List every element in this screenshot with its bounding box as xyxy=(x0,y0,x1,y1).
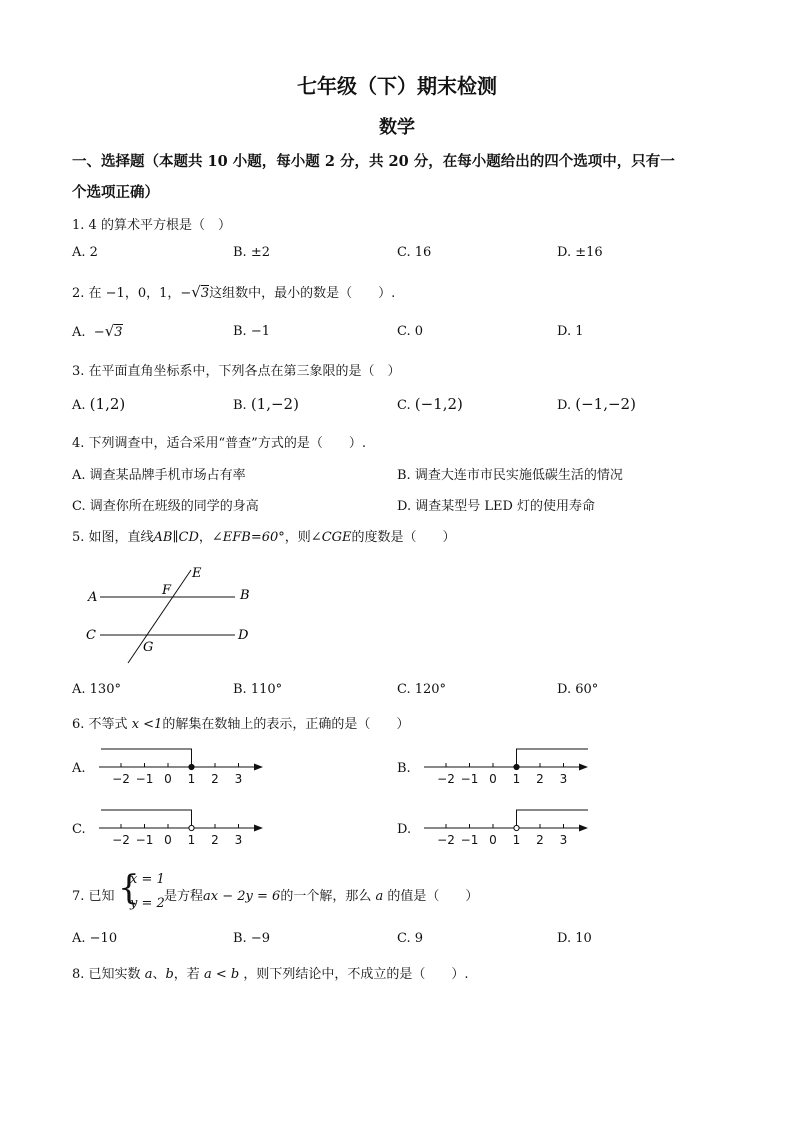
number-line-c xyxy=(95,803,270,847)
question-2-option-a xyxy=(72,322,123,340)
question-8-mid: ，若 xyxy=(173,967,200,982)
question-6-option-a-label: A. xyxy=(72,761,86,776)
question-3-option-b xyxy=(233,395,299,413)
question-6-stem xyxy=(72,713,409,732)
axis-arrow-icon xyxy=(254,825,263,832)
axis-tick-label: −2 xyxy=(437,833,455,847)
question-5-option-a: A. 130° xyxy=(72,682,121,697)
question-8-condition: a < b xyxy=(203,967,240,982)
question-3-option-c xyxy=(397,395,463,413)
solution-bracket xyxy=(101,810,192,828)
question-5-option-c: C. 120° xyxy=(397,682,447,697)
question-7-stem-pre: 7. 已知 xyxy=(72,889,115,904)
question-5-angle-efb: ∠EFB=60° xyxy=(211,530,285,545)
question-8-stem xyxy=(72,963,468,982)
axis-tick-label: 1 xyxy=(187,772,196,786)
question-7-eq1: x = 1 xyxy=(130,872,165,887)
axis-tick-label: 3 xyxy=(559,833,568,847)
axis-tick-label: 1 xyxy=(512,772,521,786)
axis-tick-label: 0 xyxy=(164,833,172,847)
axis-tick-label: 3 xyxy=(234,833,243,847)
question-8-post: ，则下列结论中，不成立的是（ ）. xyxy=(243,967,469,982)
question-3-option-d xyxy=(557,395,636,413)
question-4-option-a: A. 调查某品牌手机市场占有率 xyxy=(72,468,246,483)
label-f: F xyxy=(162,583,172,598)
question-7-stem-post: 的值是（ ） xyxy=(387,889,479,904)
question-2-sqrt-icon: √ xyxy=(191,283,201,301)
question-1-option-d: D. ±16 xyxy=(557,245,603,260)
question-3-option-c-value: (−1,2) xyxy=(414,395,463,413)
axis-arrow-icon xyxy=(579,764,588,771)
question-2-stem xyxy=(72,282,395,301)
question-5-stem xyxy=(72,526,456,545)
label-g: G xyxy=(143,640,154,655)
question-7-option-a: A. −10 xyxy=(72,931,118,946)
question-7-eq2: y = 2 xyxy=(130,896,165,911)
question-8-var-b: b xyxy=(165,967,174,982)
question-8-sep: 、 xyxy=(152,967,166,982)
question-7-variable: a xyxy=(375,889,384,904)
axis-tick-label: 0 xyxy=(489,833,497,847)
question-7-option-d: D. 10 xyxy=(557,931,592,946)
question-6-stem-pre: 6. 不等式 xyxy=(72,717,128,732)
question-2-option-b: B. −1 xyxy=(233,324,270,339)
question-3-stem: 3. 在平面直角坐标系中，下列各点在第三象限的是（ ） xyxy=(72,364,401,379)
question-7-equation: ax − 2y = 6 xyxy=(203,889,281,904)
line-ef xyxy=(128,570,191,663)
axis-tick-label: 1 xyxy=(187,833,196,847)
hollow-dot-icon xyxy=(514,825,519,830)
question-1-option-b: B. ±2 xyxy=(233,245,270,260)
question-5-stem-post: 的度数是（ ） xyxy=(351,530,456,545)
question-6-option-b-label: B. xyxy=(397,761,411,776)
axis-arrow-icon xyxy=(579,825,588,832)
question-5-stem-pre: 5. 如图，直线 xyxy=(72,530,154,545)
axis-tick-label: 0 xyxy=(489,772,497,786)
question-7-stem-mid2: 的一个解，那么 xyxy=(280,889,372,904)
question-2-option-a-minus: − xyxy=(93,325,105,340)
question-6-option-c-label: C. xyxy=(72,822,86,837)
question-3-option-a-value: (1,2) xyxy=(89,395,126,413)
question-1-stem: 1. 4 的算术平方根是（ ） xyxy=(72,218,231,233)
hollow-dot-icon xyxy=(189,825,194,830)
solid-dot-icon xyxy=(189,764,194,769)
number-line-b xyxy=(420,742,595,786)
question-7-stem-mid: 是方程 xyxy=(164,889,204,904)
question-2-option-a-sqrt-icon: √ xyxy=(104,322,115,340)
question-2-option-c: C. 0 xyxy=(397,324,424,339)
axis-tick-label: −1 xyxy=(135,772,154,786)
question-7-stem-rest xyxy=(164,885,478,904)
question-3-option-b-label: B. xyxy=(233,398,247,413)
axis-tick-label: −1 xyxy=(460,772,479,786)
question-2-option-a-label: A. xyxy=(72,325,86,340)
question-3-option-c-label: C. xyxy=(397,398,411,413)
solution-bracket xyxy=(517,810,589,828)
question-6-stem-post: 的解集在数轴上的表示，正确的是（ ） xyxy=(162,717,410,732)
label-e: E xyxy=(192,566,202,581)
label-a: A xyxy=(88,590,98,605)
question-1-option-c: C. 16 xyxy=(397,245,432,260)
question-4-stem: 4. 下列调查中，适合采用“普查”方式的是（ ）. xyxy=(72,436,366,451)
system-brace-icon: { xyxy=(118,868,140,908)
question-8-stem-pre: 8. 已知实数 xyxy=(72,967,141,982)
label-c: C xyxy=(86,628,96,643)
axis-tick-label: −2 xyxy=(112,833,130,847)
solution-bracket xyxy=(101,749,192,767)
question-7-option-b: B. −9 xyxy=(233,931,270,946)
question-5-option-d: D. 60° xyxy=(557,682,599,697)
section-heading-line1: 一、选择题（本题共 10 小题，每小题 2 分，共 20 分，在每小题给出的四个选项中，只有一 xyxy=(72,153,675,170)
question-5-figure xyxy=(80,562,270,668)
page-title: 七年级（下）期末检测 xyxy=(297,74,497,98)
number-line-a xyxy=(95,742,270,786)
question-6-option-d-label: D. xyxy=(397,822,412,837)
axis-tick-label: 2 xyxy=(211,833,219,847)
axis-tick-label: −1 xyxy=(135,833,154,847)
axis-tick-label: 3 xyxy=(559,772,568,786)
question-4-option-d: D. 调查某型号 LED 灯的使用寿命 xyxy=(397,499,596,514)
axis-tick-label: −2 xyxy=(437,772,455,786)
question-8-var-a: a xyxy=(144,967,153,982)
question-2-option-d: D. 1 xyxy=(557,324,584,339)
axis-tick-label: 0 xyxy=(164,772,172,786)
axis-tick-label: 2 xyxy=(536,772,544,786)
question-2-option-a-radicand: 3 xyxy=(114,325,123,340)
question-2-stem-pre: 2. 在 −1，0，1， xyxy=(72,286,181,301)
axis-tick-label: 2 xyxy=(536,833,544,847)
question-5-stem-sep: ， xyxy=(198,530,212,545)
axis-arrow-icon xyxy=(254,764,263,771)
axis-tick-label: 3 xyxy=(234,772,243,786)
axis-tick-label: 1 xyxy=(512,833,521,847)
number-line-d xyxy=(420,803,595,847)
axis-tick-label: −1 xyxy=(460,833,479,847)
question-1-option-a: A. 2 xyxy=(72,245,98,260)
question-4-option-c: C. 调查你所在班级的同学的身高 xyxy=(72,499,259,514)
axis-tick-label: −2 xyxy=(112,772,130,786)
question-3-option-d-value: (−1,−2) xyxy=(575,395,636,413)
question-5-option-b: B. 110° xyxy=(233,682,283,697)
question-5-parallel: AB∥CD xyxy=(153,530,199,545)
solid-dot-icon xyxy=(514,764,519,769)
question-4-option-b: B. 调查大连市市民实施低碳生活的情况 xyxy=(397,468,623,483)
question-3-option-a xyxy=(72,395,125,413)
page-subtitle: 数学 xyxy=(379,117,415,138)
question-6-inequality: x <1 xyxy=(131,717,163,732)
question-3-option-b-value: (1,−2) xyxy=(250,395,299,413)
question-3-option-d-label: D. xyxy=(557,398,572,413)
label-b: B xyxy=(240,588,250,603)
question-2-minus: − xyxy=(180,286,192,301)
solution-bracket xyxy=(517,749,589,767)
question-5-angle-cge: ∠CGE xyxy=(310,530,352,545)
axis-tick-label: 2 xyxy=(211,772,219,786)
question-7-option-c: C. 9 xyxy=(397,931,424,946)
question-5-stem-mid: ，则 xyxy=(284,530,311,545)
question-2-radicand: 3 xyxy=(200,286,210,301)
section-heading-line2: 个选项正确） xyxy=(72,184,159,201)
question-3-option-a-label: A. xyxy=(72,398,86,413)
label-d: D xyxy=(238,628,249,643)
question-2-stem-post: 这组数中，最小的数是（ ）. xyxy=(209,286,396,301)
